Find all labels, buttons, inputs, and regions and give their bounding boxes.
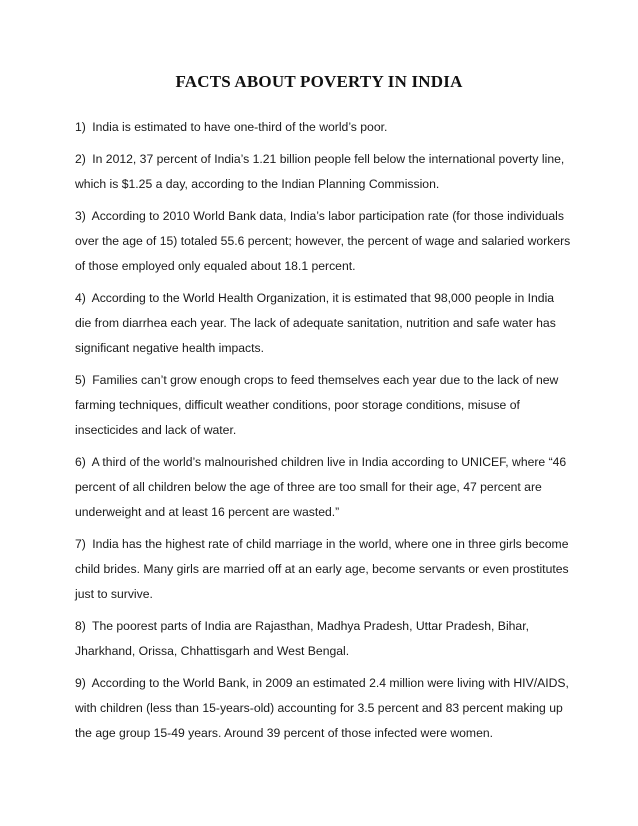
fact-text: India is estimated to have one-third of the world’s poor. (92, 120, 388, 134)
list-item (75, 671, 573, 746)
fact-number: 2) (75, 152, 86, 166)
list-item (75, 614, 573, 664)
facts-list (75, 115, 573, 753)
fact-number: 9) (75, 676, 86, 690)
list-item (75, 286, 573, 361)
fact-number: 8) (75, 619, 86, 633)
fact-number: 7) (75, 537, 86, 551)
fact-text: The poorest parts of India are Rajasthan, Madhya Pradesh, Uttar Pradesh, Bihar, Jharkhand, Orissa, Chhattisgarh and West Bengal. (75, 619, 529, 658)
list-item (75, 115, 573, 140)
fact-text: Families can’t grow enough crops to feed themselves each year due to the lack of new farming techniques, difficult weather conditions, poor storage conditions, misuse of insecticides and lack of water. (75, 373, 559, 437)
fact-text: In 2012, 37 percent of India’s 1.21 billion people fell below the international poverty line, which is $1.25 a day, according to the Indian Planning Commission. (75, 152, 565, 191)
fact-text: According to 2010 World Bank data, India’s labor participation rate (for those individuals over the age of 15) totaled 55.6 percent; however, the percent of wage and salaried workers of those employed only equaled about 18.1 percent. (75, 209, 571, 273)
fact-text: A third of the world’s malnourished children live in India according to UNICEF, where “46 percent of all children below the age of three are too small for their age, 47 percent are underweight and at least 16 percent are wasted.” (75, 455, 567, 519)
list-item (75, 204, 573, 279)
fact-number: 3) (75, 209, 86, 223)
fact-text: According to the World Bank, in 2009 an estimated 2.4 million were living with HIV/AIDS, with children (less than 15-years-old) accounting for 3.5 percent and 83 percent making up the age group 15-49 years. Around 39 percent of those infected were women. (75, 676, 569, 740)
fact-number: 6) (75, 455, 86, 469)
fact-number: 5) (75, 373, 86, 387)
list-item (75, 532, 573, 607)
fact-text: India has the highest rate of child marriage in the world, where one in three girls become child brides. Many girls are married off at an early age, become servants or even prostitutes just to survive. (75, 537, 569, 601)
fact-number: 1) (75, 120, 86, 134)
fact-number: 4) (75, 291, 86, 305)
list-item (75, 147, 573, 197)
fact-text: According to the World Health Organization, it is estimated that 98,000 people in India die from diarrhea each year. The lack of adequate sanitation, nutrition and safe water has significant negative health impacts. (75, 291, 556, 355)
list-item (75, 450, 573, 525)
page-title: FACTS ABOUT POVERTY IN INDIA (175, 72, 463, 91)
list-item (75, 368, 573, 443)
